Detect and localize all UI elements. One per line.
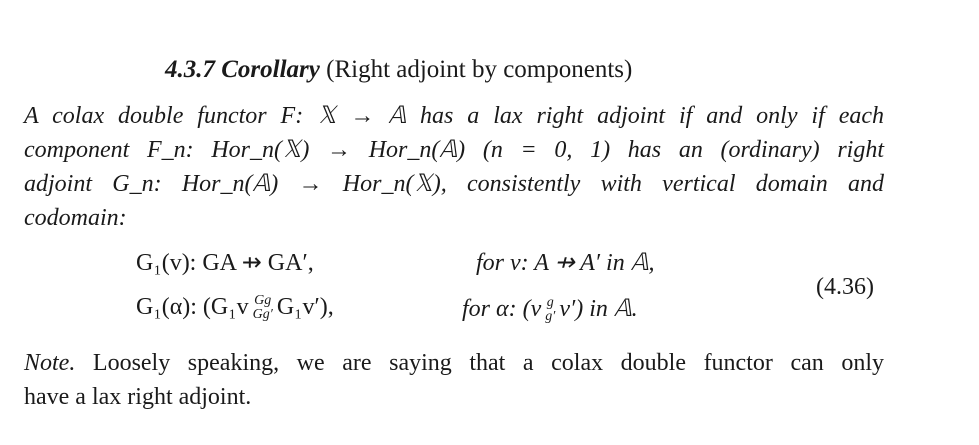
equation-number: (4.36) [816, 274, 874, 300]
corollary-keyword: Corollary [221, 56, 320, 83]
eq2-right-suffix: v′) in 𝔸. [559, 296, 638, 322]
corollary-statement [24, 99, 884, 235]
eq2-left-top: Gg [254, 293, 272, 309]
eq2-left-bottom: Gg′ [252, 307, 273, 323]
note-label: Note. [24, 350, 76, 376]
corollary-number: 4.3.7 [165, 56, 215, 83]
corollary-heading [165, 56, 632, 84]
equation-row1-left: G₁(v): GA ⇸ GA′, [136, 250, 314, 276]
eq2-right-stack [545, 296, 555, 324]
statement-line-3: adjoint G_n: Hor_n(𝔸) → Hor_n(𝕏), consistently with vertical domain and [24, 171, 884, 197]
statement-line-1: A colax double functor F: 𝕏 → 𝔸 has a lax right adjoint if and only if each [24, 103, 884, 129]
eq2-left-stack [253, 294, 273, 322]
equation-row1-right: for v: A ⇸ A′ in 𝔸, [476, 250, 655, 276]
equation-row2-right [462, 294, 638, 324]
note-line-1 [24, 346, 884, 380]
equation-row2-left [136, 294, 334, 322]
statement-line-2: component F_n: Hor_n(𝕏) → Hor_n(𝔸) (n = 0, 1) has an (ordinary) right [24, 137, 884, 163]
corollary-title: (Right adjoint by components) [326, 56, 633, 83]
eq2-right-prefix: for α: (v [462, 296, 542, 322]
eq2-left-suffix: G₁v′), [276, 294, 334, 320]
note-text-1: Loosely speaking, we are saying that a colax double functor can only [92, 350, 884, 376]
note-paragraph [24, 346, 884, 414]
eq2-right-bottom: g′ [545, 309, 556, 325]
note-line-2: have a lax right adjoint. [24, 384, 252, 410]
statement-line-4: codomain: [24, 205, 127, 231]
eq2-right-top: g [546, 295, 554, 311]
eq2-left-prefix: G₁(α): (G₁v [136, 294, 249, 320]
